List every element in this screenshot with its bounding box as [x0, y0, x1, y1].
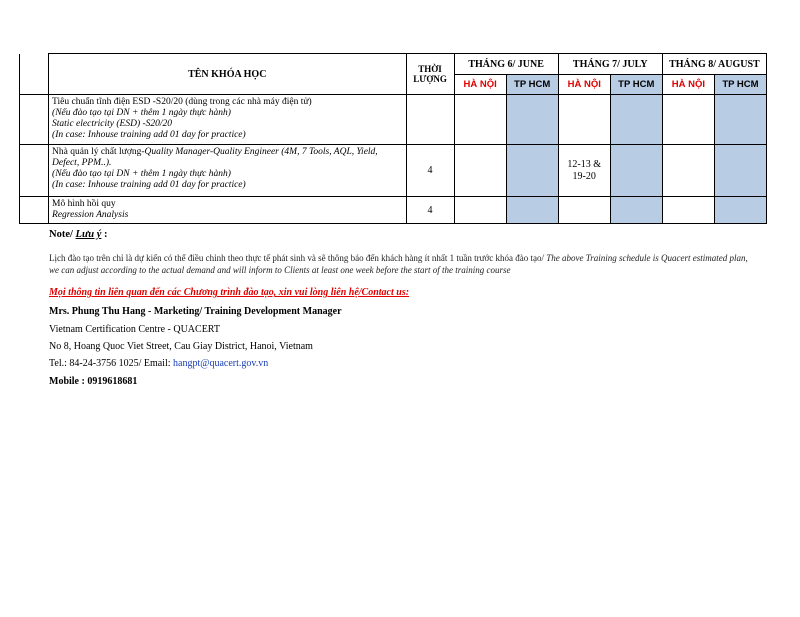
july-hcm-cell — [610, 145, 662, 197]
contact-tel: Tel.: 84-24-3756 1025/ Email: — [49, 358, 174, 369]
note-paragraph — [49, 252, 759, 276]
course-note-en: (In case: Inhouse training add 01 day for practice) — [52, 130, 246, 140]
city-hanoi-august: HÀ NỘI — [662, 75, 714, 95]
august-hanoi-cell — [662, 95, 714, 145]
contact-tel-email — [49, 358, 268, 369]
june-hanoi-cell — [454, 95, 506, 145]
duration-cell — [406, 95, 454, 145]
course-title: Mô hình hồi quy — [52, 199, 116, 209]
contact-mobile: Mobile : 0919618681 — [49, 376, 138, 387]
row-index-cell — [20, 95, 49, 145]
course-title-en: Static electricity (ESD) -S20/20 — [52, 119, 173, 129]
course-note-vi: (Nếu đào tạo tại DN + thêm 1 ngày thực hành) — [52, 108, 231, 118]
august-hcm-cell — [714, 197, 766, 224]
july-hcm-cell — [610, 95, 662, 145]
july-hanoi-cell — [558, 95, 610, 145]
month-header-july: THÁNG 7/ JULY — [558, 54, 662, 75]
contact-name: Mrs. Phung Thu Hang - Marketing/ Training Development Manager — [49, 306, 342, 317]
table-row — [20, 95, 767, 145]
note-text-vi: Lịch đào tạo trên chỉ là dự kiến có thể điều chỉnh theo thực tế phát sinh và sẽ thông báo đến khách hàng ít nhất 1 tuần trước khóa đào tạo/ — [49, 253, 544, 263]
duration-header-line2: LƯỢNG — [413, 74, 447, 84]
august-hcm-cell — [714, 95, 766, 145]
city-hcm-august: TP HCM — [714, 75, 766, 95]
note-label-vi: Lưu ý — [75, 229, 102, 240]
june-hcm-cell — [506, 197, 558, 224]
july-hanoi-cell — [558, 197, 610, 224]
course-title-en: Quality Manager-Quality Engineer (4M, 7 Tools, AQL, Yield, Defect, PPM..). — [52, 147, 378, 168]
table-row — [20, 197, 767, 224]
city-hcm-july: TP HCM — [610, 75, 662, 95]
july-hcm-cell — [610, 197, 662, 224]
course-cell — [49, 95, 406, 145]
row-index-cell — [20, 197, 49, 224]
month-header-june: THÁNG 6/ JUNE — [454, 54, 558, 75]
course-title: Tiêu chuẩn tĩnh điện ESD -S20/20 (dùng trong các nhà máy điện tử) — [52, 97, 312, 107]
august-hanoi-cell — [662, 145, 714, 197]
note-label: Note/ — [49, 229, 73, 240]
course-title-en: Regression Analysis — [52, 210, 129, 220]
contact-email-link[interactable]: hangpt@quacert.gov.vn — [173, 358, 269, 369]
duration-header — [406, 54, 454, 95]
contact-address: No 8, Hoang Quoc Viet Street, Cau Giay District, Hanoi, Vietnam — [49, 341, 313, 352]
month-header-august: THÁNG 8/ AUGUST — [662, 54, 766, 75]
august-hanoi-cell — [662, 197, 714, 224]
course-cell — [49, 197, 406, 224]
index-header-cell — [20, 54, 49, 95]
june-hcm-cell — [506, 95, 558, 145]
city-hcm-june: TP HCM — [506, 75, 558, 95]
course-title: Nhà quản lý chất lượng- — [52, 147, 145, 157]
duration-cell: 4 — [406, 197, 454, 224]
contact-organization: Vietnam Certification Centre - QUACERT — [49, 324, 220, 335]
note-text-en: The above Training schedule is Quacert estimated plan, we can adjust according to the actual demand and will inform to Clients at least one week before the start of the training course — [49, 253, 748, 275]
course-note-en: (In case: Inhouse training add 01 day for practice) — [52, 180, 246, 190]
city-hanoi-july: HÀ NỘI — [558, 75, 610, 95]
row-index-cell — [20, 145, 49, 197]
contact-heading: Mọi thông tin liên quan đến các Chương trình đào tạo, xin vui lòng liên hệ/Contact us: — [49, 287, 410, 298]
course-name-header: TÊN KHÓA HỌC — [49, 54, 406, 95]
course-note-vi: (Nếu đào tạo tại DN + thêm 1 ngày thực hành) — [52, 169, 231, 179]
header-row-months — [20, 54, 767, 75]
june-hanoi-cell — [454, 145, 506, 197]
course-cell — [49, 145, 406, 197]
june-hanoi-cell — [454, 197, 506, 224]
duration-cell: 4 — [406, 145, 454, 197]
table-row — [20, 145, 767, 197]
august-hcm-cell — [714, 145, 766, 197]
duration-header-line1: THỜI — [418, 64, 442, 74]
june-hcm-cell — [506, 145, 558, 197]
july-hanoi-cell: 12-13 & 19-20 — [558, 145, 610, 197]
training-schedule-table — [19, 53, 767, 224]
city-hanoi-june: HÀ NỘI — [454, 75, 506, 95]
note-colon: : — [101, 229, 108, 240]
note-heading — [49, 229, 108, 240]
